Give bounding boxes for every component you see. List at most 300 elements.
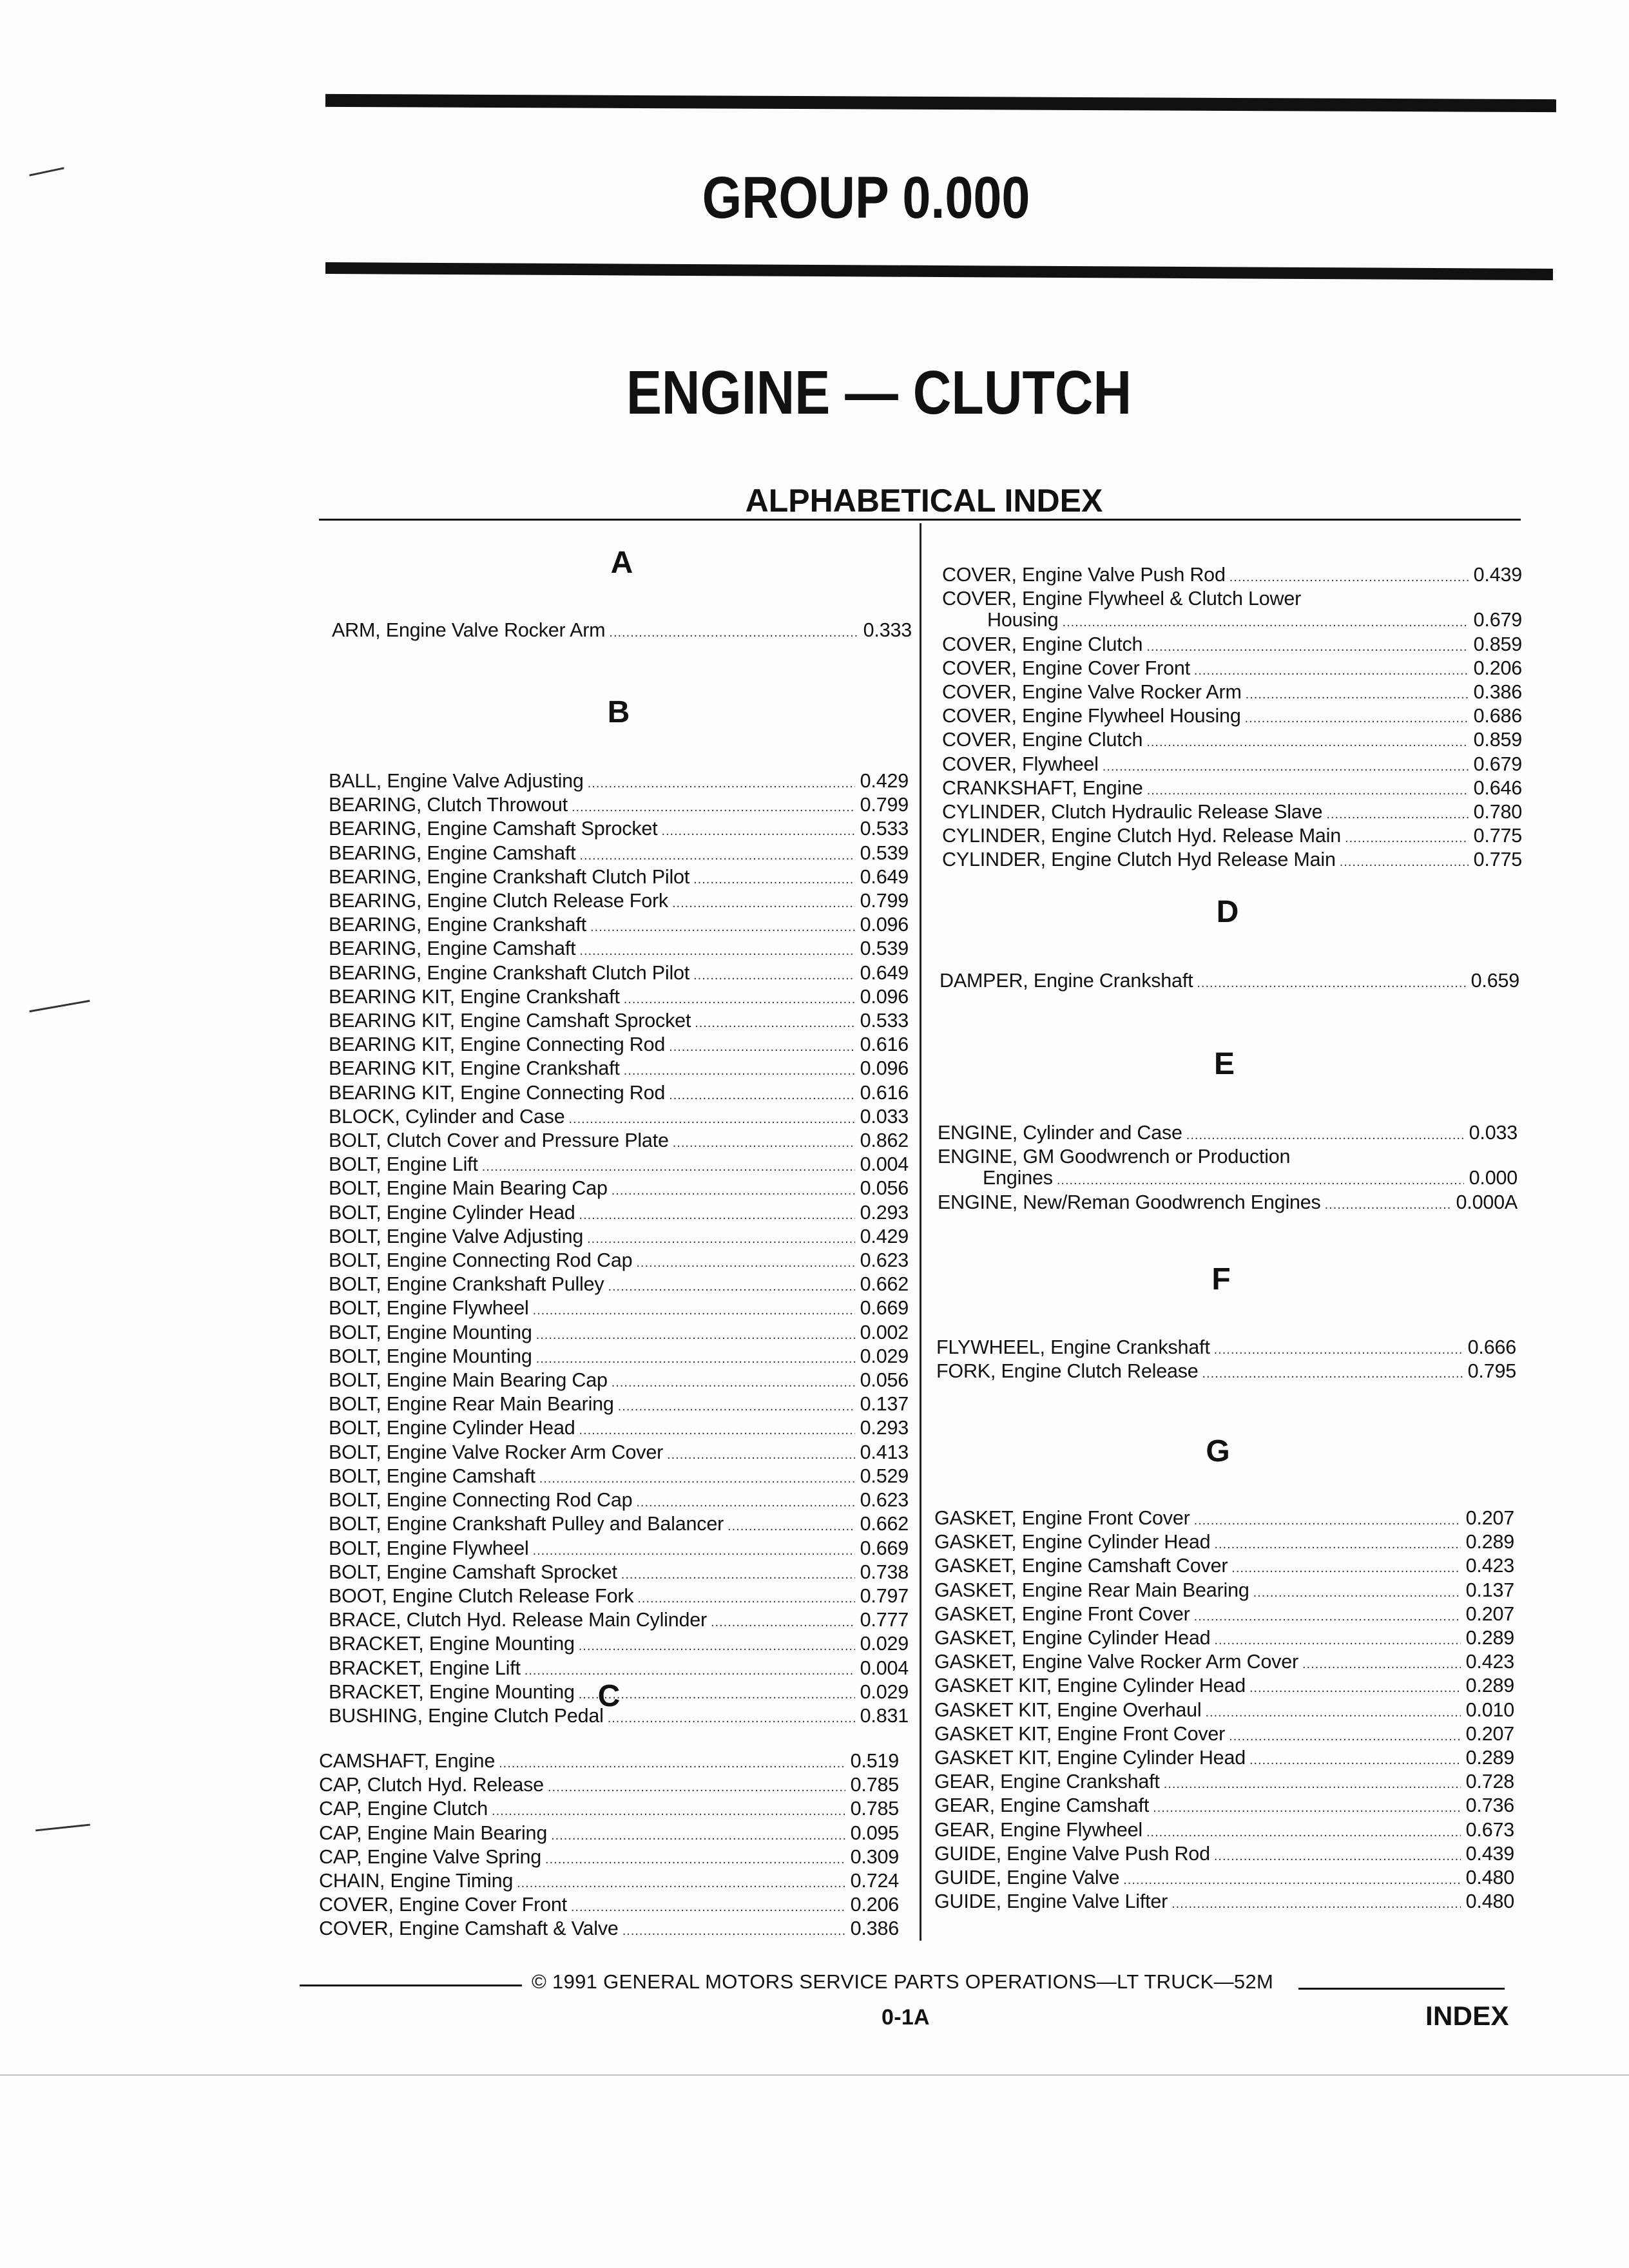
index-entry — [938, 1192, 1518, 1216]
index-entry — [936, 1361, 1516, 1385]
entry-page-number: 0.429 — [860, 770, 909, 792]
entry-page-number: 0.679 — [1473, 609, 1522, 631]
entry-name: Engines — [983, 1167, 1053, 1189]
group-rule — [325, 262, 1553, 280]
leader-dots — [1214, 1846, 1461, 1867]
index-entry — [329, 794, 909, 818]
index-entry — [942, 706, 1522, 729]
entry-name: BOLT, Engine Cylinder Head — [329, 1201, 575, 1224]
leader-dots — [1153, 1798, 1461, 1819]
entry-page-number: 0.207 — [1465, 1507, 1514, 1529]
entry-name: BOLT, Engine Rear Main Bearing — [329, 1393, 614, 1416]
index-entry — [329, 1250, 909, 1274]
entry-name: CHAIN, Engine Timing — [319, 1870, 514, 1892]
index-entry — [319, 1751, 899, 1774]
entry-name: BEARING, Engine Camshaft — [329, 937, 576, 960]
leader-dots — [1345, 828, 1469, 849]
leader-dots — [669, 1037, 855, 1058]
index-entry — [934, 1867, 1514, 1891]
entry-page-number: 0.780 — [1473, 801, 1522, 823]
leader-dots — [1197, 973, 1465, 994]
entry-page-number: 0.679 — [1473, 753, 1522, 775]
entry-name: BOLT, Engine Camshaft — [329, 1465, 535, 1487]
leader-dots — [579, 845, 854, 867]
entry-page-number: 0.686 — [1473, 705, 1522, 727]
entry-page-number: 0.096 — [860, 914, 909, 936]
footer-rule-left — [300, 1984, 522, 1986]
entry-page-number: 0.423 — [1465, 1651, 1514, 1673]
leader-dots — [517, 1873, 845, 1894]
entry-page-number: 0.439 — [1465, 1842, 1514, 1865]
entry-name: COVER, Engine Clutch — [942, 729, 1143, 751]
entry-page-number: 0.623 — [860, 1249, 909, 1272]
entry-name: BOLT, Engine Crankshaft Pulley and Balancer — [329, 1513, 724, 1535]
entry-page-number: 0.728 — [1465, 1771, 1514, 1793]
leader-dots — [672, 893, 855, 914]
index-entry — [319, 1894, 899, 1918]
leader-dots — [579, 1636, 855, 1657]
entry-name: BLOCK, Cylinder and Case — [329, 1105, 565, 1128]
entry-page-number: 0.309 — [850, 1845, 899, 1868]
entry-name: ENGINE, GM Goodwrench or Production — [938, 1146, 1291, 1168]
entry-page-number: 0.289 — [1465, 1675, 1514, 1697]
index-entry — [942, 825, 1522, 849]
entry-name: BUSHING, Engine Clutch Pedal — [329, 1704, 604, 1727]
section-letter-a: A — [610, 546, 633, 580]
entry-page-number: 0.795 — [1467, 1360, 1516, 1383]
entry-name: BOLT, Engine Crankshaft Pulley — [329, 1273, 604, 1296]
entry-page-number: 0.616 — [860, 1033, 909, 1056]
entry-page-number: 0.289 — [1465, 1747, 1514, 1769]
leader-dots — [525, 1660, 855, 1682]
entry-name: BOOT, Engine Clutch Release Fork — [329, 1584, 634, 1607]
entry-name: GASKET, Engine Rear Main Bearing — [934, 1579, 1249, 1601]
entry-page-number: 0.666 — [1467, 1336, 1516, 1358]
entry-name: BRACE, Clutch Hyd. Release Main Cylinder — [329, 1609, 707, 1631]
index-entry — [329, 1633, 909, 1657]
section-letter-g: G — [1206, 1434, 1230, 1468]
entry-page-number: 0.859 — [1473, 729, 1522, 751]
index-entry — [942, 778, 1522, 802]
entry-name: BOLT, Engine Valve Adjusting — [329, 1225, 584, 1247]
entry-page-number: 0.775 — [1473, 825, 1522, 847]
entry-name: CAP, Engine Valve Spring — [319, 1845, 542, 1868]
index-entry — [942, 588, 1522, 610]
index-entry — [329, 1370, 909, 1394]
entry-name: BOLT, Engine Main Bearing Cap — [329, 1369, 608, 1392]
index-entry — [942, 634, 1522, 658]
entry-name: GASKET, Engine Cylinder Head — [934, 1627, 1211, 1649]
leader-dots — [1147, 780, 1469, 802]
entry-page-number: 0.010 — [1465, 1698, 1514, 1721]
index-entry — [329, 1154, 909, 1178]
leader-dots — [545, 1849, 845, 1870]
entry-page-number: 0.669 — [860, 1537, 909, 1559]
index-entry — [329, 963, 909, 986]
leader-dots — [1249, 1750, 1461, 1771]
entry-name: BEARING KIT, Engine Crankshaft — [329, 985, 620, 1008]
entry-page-number: 0.669 — [860, 1297, 909, 1320]
entry-page-number: 0.738 — [860, 1561, 909, 1583]
entry-page-number: 0.137 — [1465, 1579, 1514, 1601]
section-letter-b: B — [607, 695, 630, 729]
entry-name: ENGINE, Cylinder and Case — [938, 1122, 1182, 1144]
entry-page-number: 0.386 — [1473, 681, 1522, 704]
entry-name: DAMPER, Engine Crankshaft — [940, 970, 1193, 992]
column-separator — [920, 523, 921, 1941]
entry-page-number: 0.056 — [860, 1177, 909, 1200]
leader-dots — [1103, 756, 1469, 778]
entry-name: CAP, Engine Clutch — [319, 1798, 488, 1820]
entries-a — [332, 620, 912, 644]
leader-dots — [608, 1276, 854, 1298]
entry-name: BEARING, Engine Clutch Release Fork — [329, 890, 668, 912]
entry-name: BOLT, Engine Main Bearing Cap — [329, 1177, 608, 1200]
footer-index-label: INDEX — [1425, 2001, 1509, 2031]
leader-dots — [669, 1085, 855, 1106]
leader-dots — [612, 1180, 855, 1202]
leader-dots — [571, 1897, 845, 1918]
entry-page-number: 0.480 — [1465, 1890, 1514, 1913]
leader-dots — [637, 1588, 854, 1610]
index-rule — [319, 519, 1521, 521]
entry-name: BEARING KIT, Engine Connecting Rod — [329, 1081, 666, 1104]
index-entry — [329, 1346, 909, 1370]
entry-page-number: 0.662 — [860, 1513, 909, 1535]
leader-dots — [622, 1921, 845, 1942]
leader-dots — [482, 1157, 855, 1178]
entry-name: GASKET, Engine Front Cover — [934, 1602, 1190, 1625]
entries-c — [319, 1751, 899, 1943]
leader-dots — [1194, 660, 1469, 682]
scan-mark — [29, 1000, 90, 1012]
leader-dots — [1146, 1822, 1461, 1843]
leader-dots — [1202, 1363, 1463, 1385]
index-entry — [329, 867, 909, 890]
index-entry — [329, 1178, 909, 1202]
entry-name: COVER, Engine Clutch — [942, 633, 1143, 655]
entry-name: GASKET, Engine Camshaft Cover — [934, 1555, 1228, 1577]
entry-page-number: 0.004 — [860, 1657, 909, 1679]
entry-page-number: 0.646 — [1473, 776, 1522, 799]
leader-dots — [693, 965, 855, 986]
entry-page-number: 0.095 — [850, 1821, 899, 1844]
entry-page-number: 0.386 — [850, 1917, 899, 1940]
entry-page-number: 0.429 — [860, 1225, 909, 1247]
entries-g — [934, 1508, 1514, 1915]
entry-name: GEAR, Engine Flywheel — [934, 1818, 1142, 1841]
entry-page-number: 0.096 — [860, 1057, 909, 1080]
leader-dots — [609, 622, 858, 644]
leader-dots — [621, 1564, 855, 1586]
entry-page-number: 0.293 — [860, 1417, 909, 1439]
leader-dots — [1340, 852, 1469, 873]
index-entry — [329, 986, 909, 1010]
entry-name: CYLINDER, Engine Clutch Hyd. Release Main — [942, 825, 1342, 847]
entries-e — [938, 1122, 1518, 1216]
entry-page-number: 0.293 — [860, 1201, 909, 1224]
entry-page-number: 0.539 — [860, 841, 909, 864]
section-letter-e: E — [1213, 1047, 1235, 1081]
leader-dots — [667, 1445, 855, 1466]
leader-dots — [533, 1300, 855, 1321]
index-entry — [329, 1130, 909, 1154]
entry-page-number: 0.662 — [860, 1273, 909, 1296]
entry-name: COVER, Engine Camshaft & Valve — [319, 1917, 619, 1940]
entry-name: BOLT, Clutch Cover and Pressure Plate — [329, 1129, 669, 1152]
leader-dots — [728, 1516, 855, 1537]
index-entry — [329, 1514, 909, 1537]
entries-b — [329, 771, 909, 1729]
leader-dots — [1229, 567, 1469, 588]
leader-dots — [579, 1420, 854, 1441]
leader-dots — [572, 797, 855, 818]
entry-page-number: 0.029 — [860, 1633, 909, 1655]
index-entry — [934, 1891, 1514, 1915]
index-entry — [934, 1843, 1514, 1867]
entry-name: GUIDE, Engine Valve Lifter — [934, 1890, 1168, 1913]
leader-dots — [492, 1801, 845, 1822]
leader-dots — [1194, 1606, 1461, 1628]
entry-name: Housing — [987, 609, 1059, 631]
entry-page-number: 0.785 — [850, 1774, 899, 1796]
index-entry — [942, 564, 1522, 588]
scan-mark — [29, 167, 64, 176]
entry-name: COVER, Flywheel — [942, 753, 1099, 775]
index-entry — [329, 818, 909, 842]
leader-dots — [612, 1372, 855, 1394]
entry-page-number: 0.033 — [860, 1105, 909, 1128]
entry-page-number: 0.859 — [1473, 633, 1522, 655]
entry-name: COVER, Engine Flywheel Housing — [942, 705, 1241, 727]
leader-dots — [693, 869, 855, 890]
entry-name: BRACKET, Engine Mounting — [329, 1680, 575, 1703]
entry-page-number: 0.649 — [860, 865, 909, 888]
leader-dots — [1249, 1678, 1461, 1699]
index-entry — [934, 1580, 1514, 1604]
entries-f — [936, 1337, 1516, 1385]
index-entry — [329, 1610, 909, 1633]
leader-dots — [1229, 1726, 1461, 1747]
entry-name: BOLT, Engine Connecting Rod Cap — [329, 1249, 633, 1272]
index-entry — [942, 610, 1522, 633]
index-entry — [329, 1226, 909, 1250]
leader-dots — [533, 1541, 855, 1562]
leader-dots — [1245, 708, 1469, 729]
leader-dots — [539, 1468, 855, 1490]
entry-name: CAMSHAFT, Engine — [319, 1750, 496, 1772]
leader-dots — [1214, 1534, 1460, 1555]
entry-name: BEARING, Engine Crankshaft — [329, 914, 586, 936]
entry-page-number: 0.519 — [850, 1750, 899, 1772]
entry-page-number: 0.029 — [860, 1345, 909, 1367]
entry-name: CYLINDER, Clutch Hydraulic Release Slave — [942, 801, 1323, 823]
scan-mark — [35, 1824, 90, 1832]
leader-dots — [499, 1753, 845, 1774]
entry-name: BOLT, Engine Connecting Rod Cap — [329, 1489, 633, 1512]
index-entry — [329, 1274, 909, 1298]
leader-dots — [551, 1825, 845, 1847]
leader-dots — [1186, 1125, 1464, 1146]
index-entry — [329, 1106, 909, 1130]
leader-dots — [618, 1396, 855, 1418]
index-entry — [319, 1918, 899, 1942]
entry-name: BOLT, Engine Flywheel — [329, 1297, 529, 1320]
entry-name: GEAR, Engine Camshaft — [934, 1794, 1150, 1817]
index-entry — [934, 1675, 1514, 1699]
leader-dots — [579, 941, 854, 962]
entry-page-number: 0.413 — [860, 1441, 909, 1463]
entry-name: COVER, Engine Cover Front — [319, 1894, 567, 1916]
entry-name: BEARING, Engine Camshaft Sprocket — [329, 818, 658, 840]
index-entry — [319, 1774, 899, 1798]
entry-name: GEAR, Engine Crankshaft — [934, 1771, 1160, 1793]
index-entry — [329, 1298, 909, 1321]
entry-page-number: 0.056 — [860, 1369, 909, 1392]
leader-dots — [711, 1612, 855, 1633]
entry-page-number: 0.000 — [1469, 1167, 1518, 1189]
entry-page-number: 0.799 — [860, 794, 909, 816]
entry-name: GASKET, Engine Cylinder Head — [934, 1531, 1211, 1553]
entry-page-number: 0.206 — [850, 1894, 899, 1916]
index-entry — [938, 1122, 1518, 1146]
leader-dots — [624, 1061, 855, 1082]
index-entry — [934, 1532, 1514, 1555]
leader-dots — [1326, 804, 1468, 825]
index-entry — [934, 1555, 1514, 1579]
entry-name: GUIDE, Engine Valve Push Rod — [934, 1842, 1210, 1865]
index-entry — [329, 1418, 909, 1441]
entry-page-number: 0.533 — [860, 818, 909, 840]
entry-name: ARM, Engine Valve Rocker Arm — [332, 619, 606, 641]
entry-name: COVER, Engine Cover Front — [942, 657, 1190, 679]
entry-name: COVER, Engine Valve Push Rod — [942, 564, 1226, 586]
index-entry — [942, 754, 1522, 778]
index-entry — [329, 1202, 909, 1226]
entry-page-number: 0.029 — [860, 1680, 909, 1703]
leader-dots — [590, 917, 855, 938]
entry-page-number: 0.831 — [860, 1704, 909, 1727]
entry-name: GASKET KIT, Engine Front Cover — [934, 1722, 1226, 1745]
entry-name: BEARING KIT, Engine Camshaft Sprocket — [329, 1010, 691, 1032]
entry-page-number: 0.096 — [860, 985, 909, 1008]
index-entry — [329, 1082, 909, 1106]
index-entry — [329, 1586, 909, 1610]
index-entry — [934, 1700, 1514, 1724]
index-entry — [942, 849, 1522, 873]
leader-dots — [1246, 684, 1469, 706]
leader-dots — [1214, 1340, 1463, 1361]
index-entry — [934, 1724, 1514, 1747]
entry-page-number: 0.207 — [1465, 1602, 1514, 1625]
entry-name: BOLT, Engine Flywheel — [329, 1537, 529, 1559]
index-entry — [319, 1823, 899, 1847]
leader-dots — [536, 1325, 855, 1346]
leader-dots — [695, 1013, 855, 1034]
entry-name: GASKET, Engine Front Cover — [934, 1507, 1190, 1529]
entry-name: BRACKET, Engine Lift — [329, 1657, 521, 1679]
entry-page-number: 0.333 — [863, 619, 912, 641]
entry-name: BRACKET, Engine Mounting — [329, 1633, 575, 1655]
index-entry — [329, 1466, 909, 1490]
index-entry — [329, 1322, 909, 1346]
index-entry — [329, 1394, 909, 1418]
entry-page-number: 0.785 — [850, 1798, 899, 1820]
leader-dots — [1325, 1195, 1451, 1216]
entry-name: FORK, Engine Clutch Release — [936, 1360, 1199, 1383]
leader-dots — [579, 1205, 854, 1226]
index-entry — [934, 1771, 1514, 1795]
leader-dots — [1194, 1510, 1461, 1532]
index-entry — [329, 1034, 909, 1058]
index-entry — [934, 1508, 1514, 1532]
index-entry — [942, 729, 1522, 753]
leader-dots — [548, 1777, 845, 1798]
entry-name: CAP, Clutch Hyd. Release — [319, 1774, 544, 1796]
index-entry — [329, 1490, 909, 1514]
entry-name: BALL, Engine Valve Adjusting — [329, 770, 584, 792]
entry-page-number: 0.289 — [1465, 1627, 1514, 1649]
index-title: ALPHABETICAL INDEX — [745, 483, 1103, 519]
entry-page-number: 0.649 — [860, 961, 909, 984]
entry-name: BOLT, Engine Valve Rocker Arm Cover — [329, 1441, 664, 1463]
entry-name: BOLT, Engine Lift — [329, 1153, 478, 1176]
leader-dots — [568, 1109, 854, 1130]
entry-page-number: 0.797 — [860, 1584, 909, 1607]
entry-name: BEARING, Engine Camshaft — [329, 841, 576, 864]
entry-name: CAP, Engine Main Bearing — [319, 1821, 548, 1844]
top-rule — [325, 94, 1556, 112]
entry-name: CYLINDER, Engine Clutch Hyd Release Main — [942, 849, 1336, 871]
index-entry — [329, 890, 909, 914]
entry-page-number: 0.207 — [1465, 1722, 1514, 1745]
index-entry — [329, 1442, 909, 1466]
index-entry — [934, 1628, 1514, 1651]
index-entry — [934, 1651, 1514, 1675]
entry-name: COVER, Engine Flywheel & Clutch Lower — [942, 588, 1302, 610]
footer-page-number: 0-1A — [882, 2005, 930, 2030]
index-entry — [934, 1604, 1514, 1628]
entry-page-number: 0.799 — [860, 890, 909, 912]
leader-dots — [661, 821, 854, 842]
index-entry — [329, 1010, 909, 1034]
index-entry — [938, 1146, 1518, 1168]
index-entry — [934, 1820, 1514, 1843]
entry-page-number: 0.137 — [860, 1393, 909, 1416]
footer-rule-right — [1298, 1988, 1505, 1990]
leader-dots — [1164, 1774, 1461, 1795]
entry-name: BOLT, Engine Mounting — [329, 1321, 532, 1343]
entry-page-number: 0.289 — [1465, 1531, 1514, 1553]
entry-name: ENGINE, New/Reman Goodwrench Engines — [938, 1191, 1321, 1213]
entry-page-number: 0.533 — [860, 1010, 909, 1032]
index-entry — [329, 1538, 909, 1562]
index-entry — [938, 1168, 1518, 1191]
leader-dots — [608, 1708, 855, 1729]
footer-copyright: © 1991 GENERAL MOTORS SERVICE PARTS OPERATIONS—LT TRUCK—52M — [532, 1970, 1274, 1993]
entry-page-number: 0.529 — [860, 1465, 909, 1487]
index-entry — [332, 620, 912, 644]
index-entry — [329, 771, 909, 794]
leader-dots — [673, 1133, 855, 1154]
leader-dots — [1063, 612, 1469, 633]
entry-page-number: 0.616 — [860, 1081, 909, 1104]
entry-name: BEARING KIT, Engine Connecting Rod — [329, 1033, 666, 1056]
index-entry — [319, 1798, 899, 1822]
index-entry — [940, 970, 1519, 994]
leader-dots — [1253, 1582, 1461, 1604]
entry-name: FLYWHEEL, Engine Crankshaft — [936, 1336, 1210, 1358]
